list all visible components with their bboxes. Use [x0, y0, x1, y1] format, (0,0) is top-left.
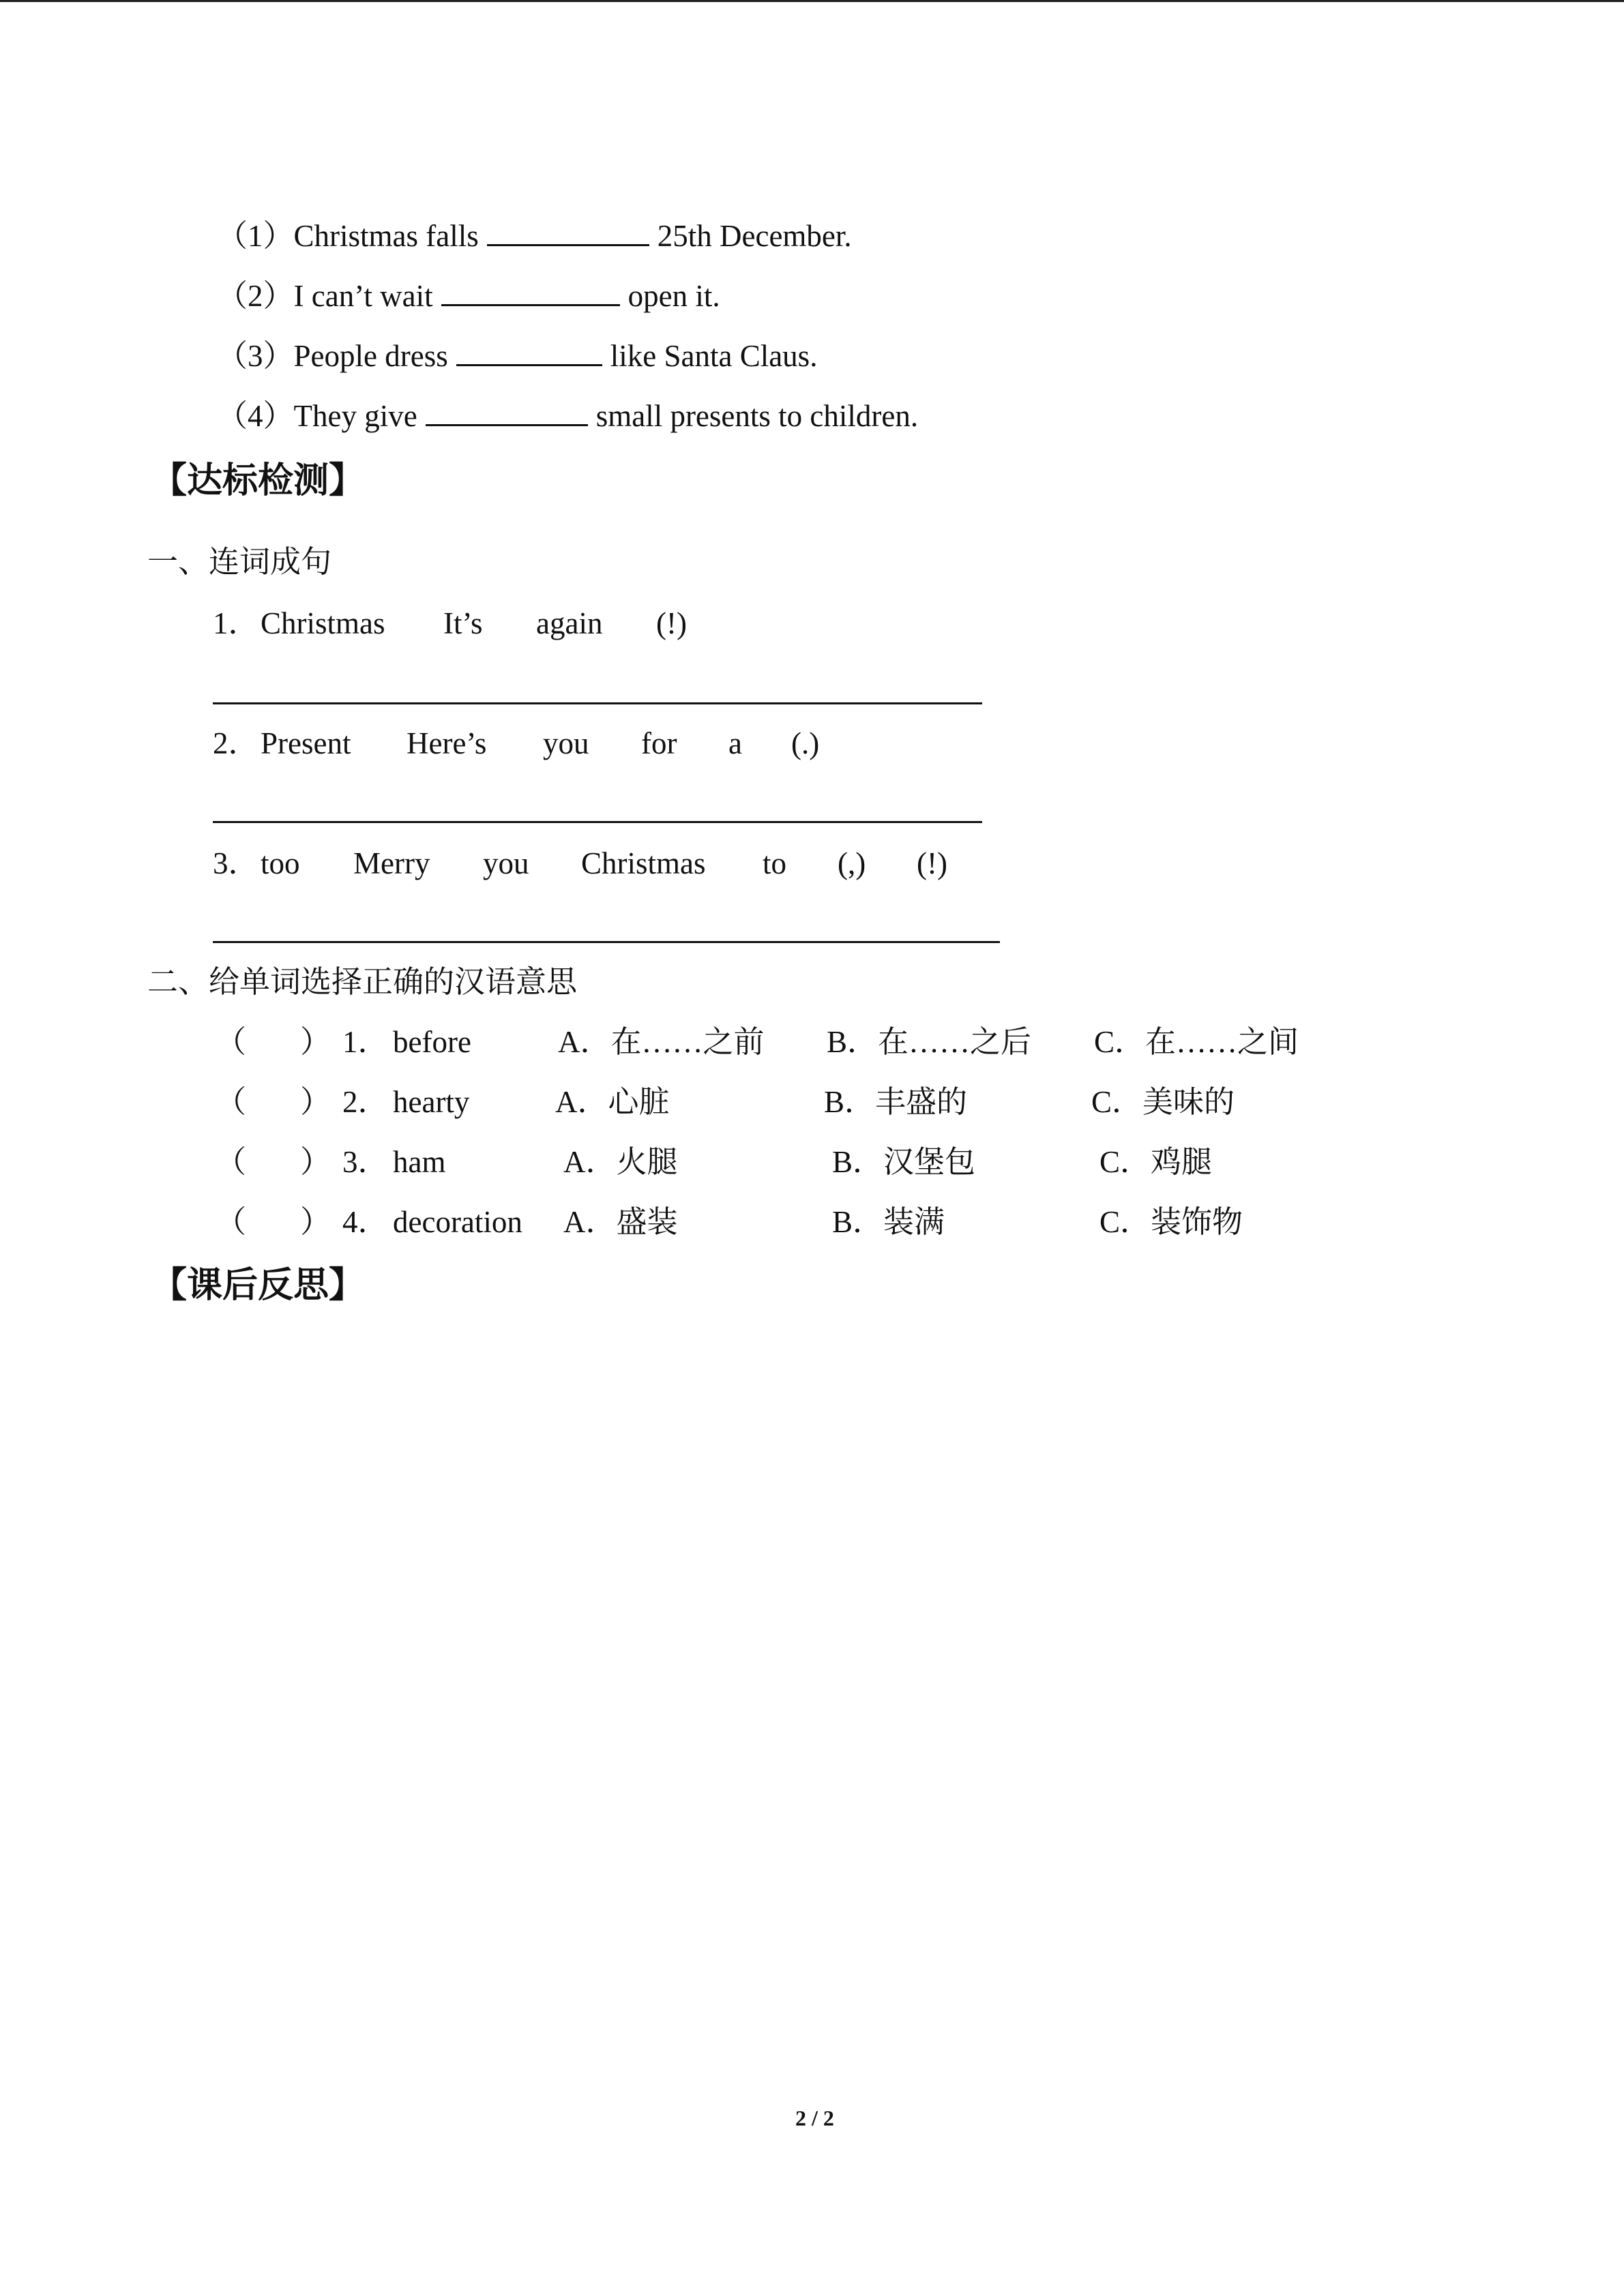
section2-title: 二、给单词选择正确的汉语意思: [147, 965, 578, 999]
sentence-start: Christmas falls: [293, 219, 479, 253]
scrambled-word: to: [763, 846, 787, 880]
fill-in-sentence: [217, 336, 817, 376]
sentence-end: small presents to children.: [595, 399, 919, 433]
answer-line[interactable]: [213, 821, 982, 823]
scrambled-word: Christmas: [261, 606, 385, 640]
answer-blank[interactable]: [487, 218, 649, 246]
answer-line[interactable]: [213, 702, 982, 704]
scrambled-word: Present: [261, 726, 351, 760]
item-number: （2）: [217, 279, 294, 313]
option-b: B．在……之后: [827, 1025, 1032, 1059]
scrambled-word: (!): [656, 606, 687, 640]
option-a: A．在……之前: [558, 1025, 765, 1059]
vocab-word: before: [393, 1025, 471, 1059]
option-a: A．盛装: [563, 1205, 678, 1239]
item-number: 4．: [342, 1205, 389, 1239]
page-number: 2 / 2: [795, 2106, 834, 2130]
paren-open: （: [216, 1085, 247, 1119]
option-c: C．装饰物: [1099, 1205, 1243, 1239]
sentence-end: 25th December.: [657, 219, 852, 253]
option-b: B．装满: [832, 1205, 945, 1239]
scrambled-word: too: [261, 846, 300, 880]
scrambled-word: Here’s: [407, 726, 487, 760]
scrambled-word: a: [728, 726, 742, 760]
scrambled-word: again: [536, 606, 603, 640]
answer-blank[interactable]: [441, 278, 620, 306]
fill-in-sentence: [217, 396, 918, 436]
scrambled-word: you: [483, 846, 529, 880]
sentence-end: open it.: [628, 279, 720, 313]
answer-blank[interactable]: [456, 338, 602, 366]
sentence-start: People dress: [293, 339, 448, 373]
paren-close: ）: [300, 1205, 331, 1239]
scrambled-word: Merry: [353, 846, 430, 880]
item-number: 3．: [213, 846, 259, 880]
paren-close: ）: [300, 1025, 331, 1059]
item-number: 3．: [342, 1145, 389, 1179]
heading-reflection: 【课后反思】: [151, 1265, 365, 1306]
scrambled-word: (!): [917, 846, 947, 880]
option-b: B．丰盛的: [824, 1085, 968, 1119]
item-number: 2．: [342, 1085, 389, 1119]
paren-open: （: [216, 1145, 247, 1179]
scrambled-word: It’s: [443, 606, 483, 640]
sentence-start: I can’t wait: [293, 279, 433, 313]
option-a: A．火腿: [563, 1145, 678, 1179]
scrambled-word: you: [543, 726, 589, 760]
option-c: C．在……之间: [1094, 1025, 1299, 1059]
scrambled-word: (.): [791, 726, 820, 760]
scrambled-word: for: [641, 726, 677, 760]
paren-open: （: [216, 1025, 247, 1059]
scrambled-word: (,): [838, 846, 866, 880]
item-number: 1．: [213, 606, 259, 640]
vocab-word: ham: [393, 1145, 446, 1179]
paren-close: ）: [300, 1085, 331, 1119]
section1-title: 一、连词成句: [147, 545, 332, 579]
item-number: （1）: [217, 219, 294, 253]
answer-line[interactable]: [213, 941, 1000, 943]
option-b: B．汉堡包: [832, 1145, 976, 1179]
sentence-start: They give: [293, 399, 417, 433]
heading-check: 【达标检测】: [151, 460, 365, 501]
answer-blank[interactable]: [426, 398, 588, 426]
option-c: C．鸡腿: [1099, 1145, 1213, 1179]
paren-close: ）: [300, 1145, 331, 1179]
option-c: C．美味的: [1091, 1085, 1235, 1119]
item-number: （4）: [217, 399, 294, 433]
scrambled-word: Christmas: [581, 846, 706, 880]
vocab-word: hearty: [393, 1085, 470, 1119]
item-number: 1．: [342, 1025, 389, 1059]
fill-in-sentence: [217, 275, 720, 316]
sentence-end: like Santa Claus.: [610, 339, 818, 373]
fill-in-sentence: [217, 215, 852, 256]
item-number: 2．: [213, 726, 259, 760]
option-a: A．心脏: [555, 1085, 670, 1119]
vocab-word: decoration: [393, 1205, 522, 1239]
page-top-border: [0, 0, 1624, 2]
paren-open: （: [216, 1205, 247, 1239]
item-number: （3）: [217, 339, 294, 373]
